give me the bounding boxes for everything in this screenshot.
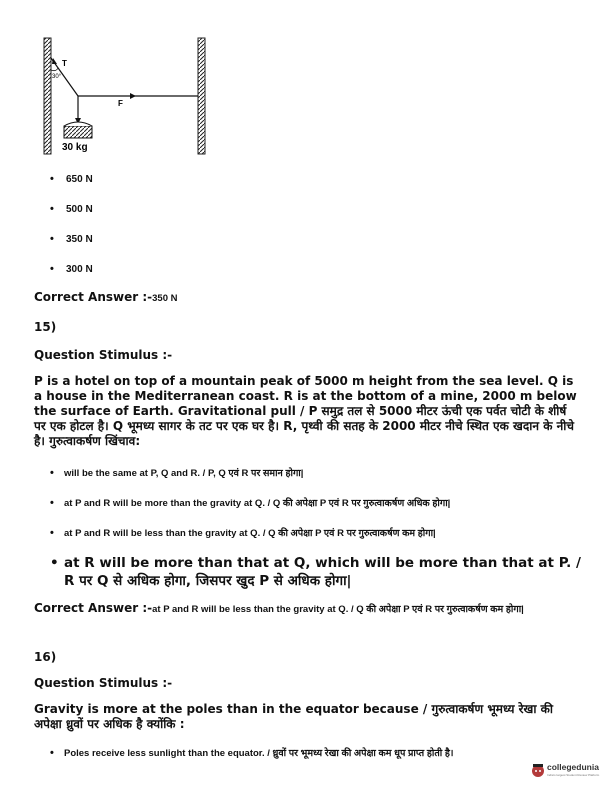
bullet: • xyxy=(50,555,59,571)
angle-arc xyxy=(51,68,58,71)
collegedunia-logo xyxy=(530,760,610,782)
q15-option-3: • at P and R will be less than the gravity at Q. / Q की अपेक्षा P एवं R पर गुरुत्वाकर्षण कम होगा| xyxy=(50,527,436,539)
bullet: • xyxy=(50,233,54,245)
q15-correct-answer: Correct Answer :-at P and R will be less than the gravity at Q. / Q की अपेक्षा P एवं R पर गुरुत्वाकर्षण कम होगा| xyxy=(34,601,524,615)
q15-stimulus-label: Question Stimulus :- xyxy=(34,348,173,362)
force-diagram xyxy=(40,36,220,158)
bullet: • xyxy=(50,203,54,215)
bullet: • xyxy=(50,467,54,479)
bullet: • xyxy=(50,497,54,509)
q14-option-1: • 650 N xyxy=(50,173,93,185)
label-angle: 30° xyxy=(52,74,62,80)
q15-option-4: • at R will be more than that at Q, which will be more than that at P. / R पर Q से अधिक होगा, जिसपर खुद P से अधिक होगा| xyxy=(50,555,581,589)
bullet: • xyxy=(50,263,54,275)
left-wall xyxy=(44,38,51,154)
q16-stimulus-label: Question Stimulus :- xyxy=(34,676,173,690)
q15-option-1: • will be the same at P, Q and R. / P, Q एवं R पर समान होगा| xyxy=(50,467,304,479)
q16-option-1: • Poles receive less sunlight than the equator. / ध्रुवों पर भूमध्य रेखा की अपेक्षा कम धूप प्राप्त होती है। xyxy=(50,747,454,759)
arrow-f xyxy=(130,93,136,99)
bullet: • xyxy=(50,527,54,539)
bullet: • xyxy=(50,747,54,759)
weight-top xyxy=(64,122,92,126)
right-wall xyxy=(198,38,205,154)
q15-number: 15) xyxy=(34,320,57,334)
q14-option-3: • 350 N xyxy=(50,233,93,245)
logo-text: collegedunia xyxy=(547,762,599,772)
q14-correct-answer: Correct Answer :-350 N xyxy=(34,290,178,304)
arrow-t xyxy=(52,58,57,64)
weight-block xyxy=(64,126,92,138)
bullet: • xyxy=(50,173,54,185)
logo-tagline: India's largest Student Review Platform xyxy=(547,773,600,777)
label-t: T xyxy=(62,59,67,68)
logo-mascot-icon xyxy=(530,762,546,778)
q14-option-2: • 500 N xyxy=(50,203,93,215)
q16-number: 16) xyxy=(34,650,57,664)
label-f: F xyxy=(118,99,123,108)
q16-stimulus-text: Gravity is more at the poles than in the equator because / गुरुत्वाकर्षण भूमध्य रेखा की अपेक्षा ध्रुवों पर अधिक है क्योंकि : xyxy=(34,702,553,731)
q14-option-4: • 300 N xyxy=(50,263,93,275)
mass-label: 30 kg xyxy=(62,142,88,153)
q15-stimulus-text: P is a hotel on top of a mountain peak of 5000 m height from the sea level. Q is a house in the Mediterranean coast. R is at the bottom of a mine, 2000 m below the surface of Earth. Gravitational pull / P समुद्र तल से 5000 मीटर ऊंची एक पर्वत चोटी के शीर्ष पर एक होटल है। Q भूमध्य सागर के तट पर एक घर है। R, पृथ्वी की सतह के 2000 मीटर नीचे स्थित एक खदान के नीचे है। गुरुत्वाकर्षण खिंचाव: xyxy=(34,374,577,448)
q15-option-2: • at P and R will be more than the gravity at Q. / Q की अपेक्षा P एवं R पर गुरुत्वाकर्षण अधिक होगा| xyxy=(50,497,451,509)
